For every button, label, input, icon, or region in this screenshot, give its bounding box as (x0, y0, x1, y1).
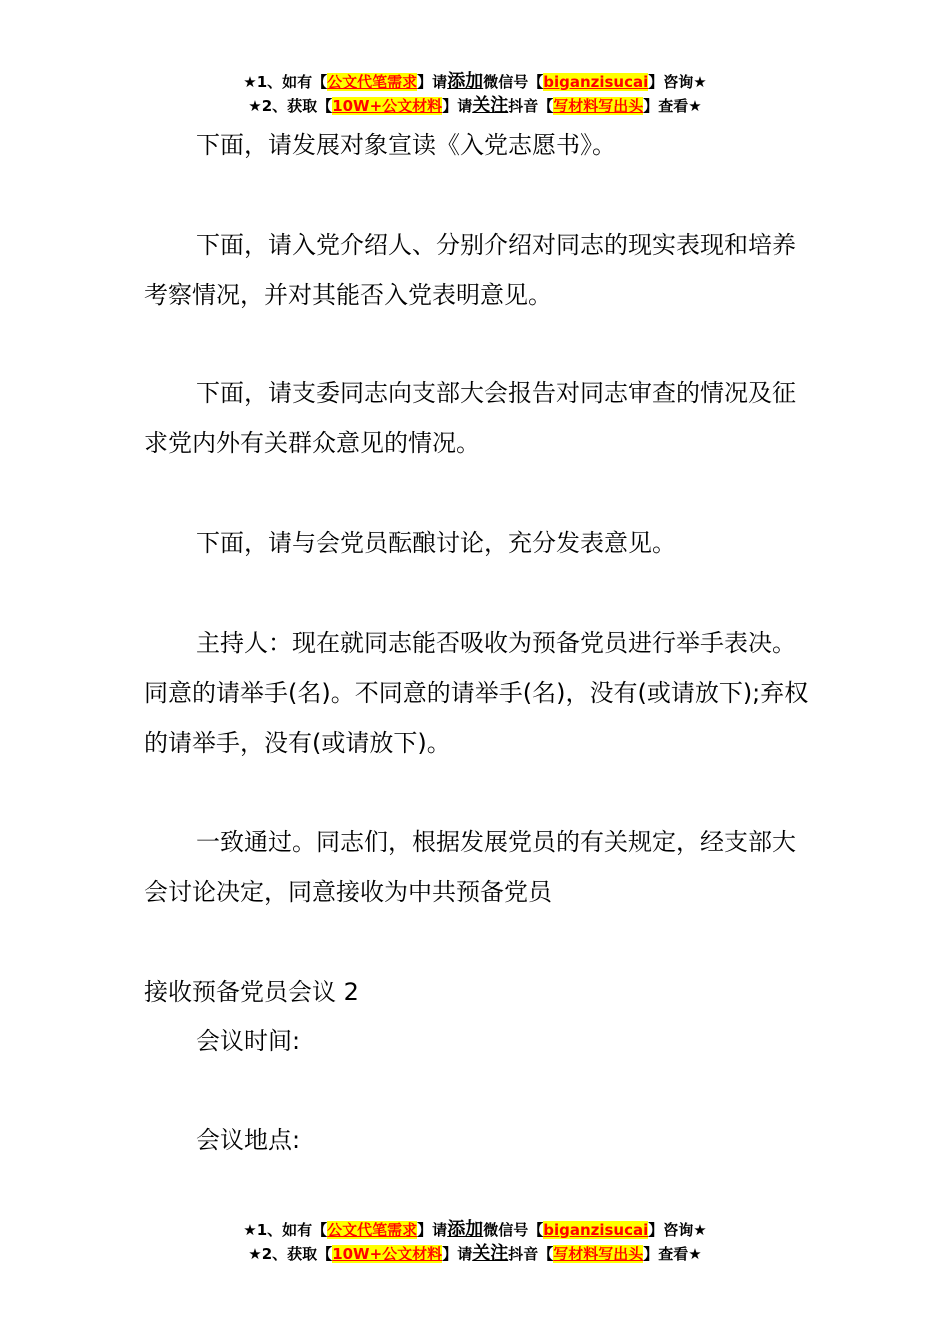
banner-line-1 (0, 70, 950, 94)
banner-text: ★2、获取【 (248, 97, 333, 115)
footer-banner (0, 1218, 950, 1266)
banner-text: 】查看★ (643, 97, 702, 115)
banner-highlight: 公文代笔需求 (327, 73, 418, 91)
banner-emphasis: 添加 (447, 1219, 484, 1240)
banner-text: 】请 (442, 97, 473, 115)
banner-highlight: 10W+公文材料 (332, 1245, 443, 1263)
banner-highlight: biganzisucai (543, 1221, 649, 1239)
footer-line-1 (0, 1218, 950, 1242)
banner-emphasis: 关注 (472, 95, 509, 116)
banner-emphasis: 添加 (447, 71, 484, 92)
banner-text: 微信号【 (483, 73, 544, 91)
banner-line-2 (0, 94, 950, 118)
meeting-location-label: 会议地点: (196, 1126, 301, 1154)
banner-text: 】请 (417, 1221, 448, 1239)
banner-highlight: biganzisucai (543, 73, 649, 91)
banner-text: ★2、获取【 (248, 1245, 333, 1263)
banner-text: ★1、如有【 (243, 1221, 328, 1239)
paragraph-2: 下面，请入党介绍人、分别介绍对同志的现实表现和培养考察情况，并对其能否入党表明意见。 (144, 231, 796, 309)
section-heading: 接收预备党员会议 2 (144, 978, 359, 1006)
banner-text: 微信号【 (483, 1221, 544, 1239)
banner-text: ★1、如有【 (243, 73, 328, 91)
paragraph-1: 下面，请发展对象宣读《入党志愿书》。 (196, 131, 616, 159)
banner-text: 】请 (442, 1245, 473, 1263)
banner-highlight: 写材料写出头 (553, 1245, 644, 1263)
banner-highlight: 公文代笔需求 (327, 1221, 418, 1239)
footer-line-2 (0, 1242, 950, 1266)
banner-highlight: 10W+公文材料 (332, 97, 443, 115)
banner-text: 】查看★ (643, 1245, 702, 1263)
paragraph-3: 下面，请支委同志向支部大会报告对同志审查的情况及征求党内外有关群众意见的情况。 (144, 379, 796, 457)
meeting-time-label: 会议时间: (196, 1027, 301, 1055)
paragraph-4: 下面，请与会党员酝酿讨论，充分发表意见。 (196, 529, 676, 557)
banner-text: 抖音【 (508, 97, 554, 115)
banner-emphasis: 关注 (472, 1243, 509, 1264)
banner-text: 】请 (417, 73, 448, 91)
paragraph-5: 主持人：现在就同志能否吸收为预备党员进行举手表决。同意的请举手(名)。不同意的请举手(名)，没有(或请放下);弃权的请举手，没有(或请放下)。 (144, 629, 809, 757)
banner-text: 】咨询★ (648, 1221, 707, 1239)
header-banner (0, 70, 950, 118)
paragraph-6: 一致通过。同志们，根据发展党员的有关规定，经支部大会讨论决定，同意接收为中共预备党员 (144, 828, 796, 906)
banner-highlight: 写材料写出头 (553, 97, 644, 115)
banner-text: 】咨询★ (648, 73, 707, 91)
banner-text: 抖音【 (508, 1245, 554, 1263)
